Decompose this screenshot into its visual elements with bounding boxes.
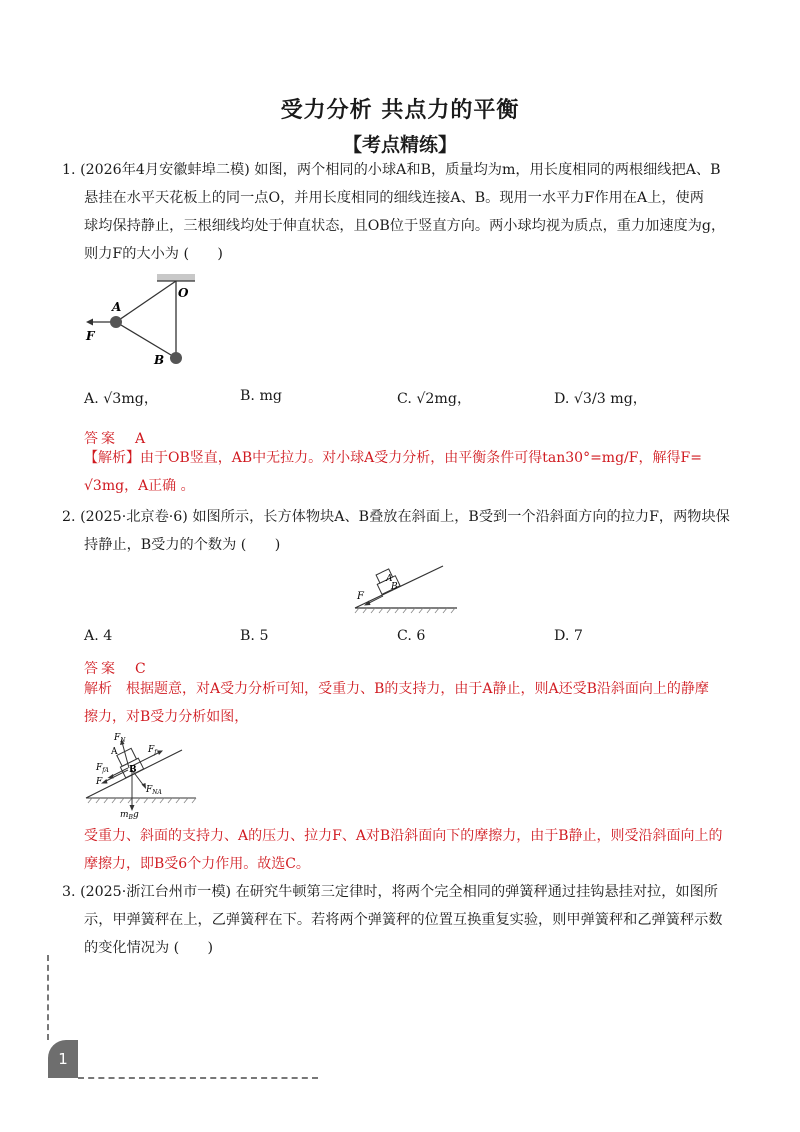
option-b[interactable]: B. 5 bbox=[240, 628, 269, 644]
force-diagram bbox=[82, 728, 202, 820]
option-a[interactable]: A. 4 bbox=[84, 628, 113, 644]
question-1-analysis bbox=[84, 444, 750, 500]
analysis-line-1: 【解析】由于OB竖直，AB中无拉力。对小球A受力分析，由平衡条件可得tan30°=mg/F，解得F= bbox=[84, 450, 702, 466]
conclusion-line-2: 摩擦力，即B受6个力作用。故选C。 bbox=[84, 856, 310, 872]
question-1-options bbox=[84, 388, 744, 418]
question-1-line-1: (2026年4月安徽蚌埠二模) 如图，两个相同的小球A和B，质量均为m，用长度相同的两根细线把A、B bbox=[80, 162, 721, 178]
label-fa: $F_{fA}$ bbox=[96, 763, 109, 774]
footer-dashed-line bbox=[78, 1077, 318, 1079]
analysis-line-2: 擦力，对B受力分析如图， bbox=[84, 709, 249, 725]
page-number: 1 bbox=[48, 1040, 78, 1078]
margin-dashed-line bbox=[47, 955, 49, 1040]
analysis-line-1: 解析 根据题意，对A受力分析可知，受重力、B的支持力，由于A静止，则A还受B沿斜面向上的静摩 bbox=[84, 681, 709, 697]
label-fn: $F_N$ bbox=[114, 733, 126, 744]
label-o: O bbox=[178, 286, 189, 300]
question-3-line-1: (2025·浙江台州市一模) 在研究牛顿第三定律时，将两个完全相同的弹簧秤通过挂钩悬挂对拉，如图所 bbox=[80, 884, 718, 900]
string-ab bbox=[116, 322, 176, 358]
question-3-line-3: 的变化情况为 ( ) bbox=[84, 940, 214, 956]
string-oa bbox=[116, 281, 176, 322]
question-1-line-3: 球均保持静止，三根细线均处于伸直状态，且OB位于竖直方向。两小球均视为质点，重力加速度为g， bbox=[84, 218, 726, 234]
ball-b bbox=[170, 352, 182, 364]
label-f: F bbox=[357, 591, 364, 602]
option-d[interactable]: D. √3/3 mg， bbox=[554, 391, 647, 407]
analysis-line-2: √3mg，A正确 。 bbox=[84, 478, 195, 494]
question-1-answer: 答案 A bbox=[84, 431, 149, 447]
question-2-conclusion bbox=[84, 822, 750, 878]
label-a: A bbox=[386, 574, 393, 584]
label-b: B bbox=[129, 765, 137, 775]
label-b: B bbox=[391, 582, 398, 592]
option-a[interactable]: A. √3mg， bbox=[84, 391, 159, 407]
question-2-line-2: 持静止，B受力的个数为 ( ) bbox=[84, 537, 281, 553]
option-c[interactable]: C. √2mg， bbox=[397, 391, 472, 407]
question-2-options bbox=[84, 628, 744, 658]
label-a: A bbox=[112, 300, 122, 314]
question-number: 2. bbox=[62, 509, 76, 525]
question-1 bbox=[62, 156, 742, 268]
label-f: F bbox=[96, 777, 103, 787]
label-ff: $F_f$ bbox=[148, 745, 157, 756]
question-3-line-2: 示，甲弹簧秤在上，乙弹簧秤在下。若将两个弹簧秤的位置互换重复实验，则甲弹簧秤和乙弹簧秤示数 bbox=[84, 912, 723, 928]
question-2-line-1: (2025·北京卷·6) 如图所示，长方体物块A、B叠放在斜面上，B受到一个沿斜面方向的拉力F，两物块保 bbox=[80, 509, 730, 525]
question-3 bbox=[62, 878, 742, 962]
question-number: 3. bbox=[62, 884, 76, 900]
label-fna: $F_{NA}$ bbox=[146, 785, 162, 796]
ceiling bbox=[157, 274, 195, 281]
question-1-line-2: 悬挂在水平天花板上的同一点O，并用长度相同的细线连接A、B。现用一水平力F作用在A上，使两 bbox=[84, 190, 704, 206]
question-2 bbox=[62, 503, 742, 559]
option-b[interactable]: B. mg bbox=[240, 388, 282, 404]
question-number: 1. bbox=[62, 162, 76, 178]
page-title: 受力分析 共点力的平衡 bbox=[280, 98, 520, 123]
conclusion-line-1: 受重力、斜面的支持力、A的压力、拉力F、A对B沿斜面向下的摩擦力，由于B静止，则受沿斜面向上的 bbox=[84, 828, 723, 844]
question-1-figure bbox=[80, 270, 210, 370]
question-2-figure bbox=[345, 560, 465, 615]
label-a: A bbox=[111, 747, 118, 757]
label-f: F bbox=[86, 329, 95, 343]
section-subtitle: 【考点精练】 bbox=[342, 134, 457, 156]
label-mg: $m_Bg$ bbox=[120, 810, 139, 820]
ball-a bbox=[110, 316, 122, 328]
question-2-answer: 答案 C bbox=[84, 661, 149, 677]
question-1-line-4: 则力F的大小为 ( ) bbox=[84, 246, 223, 262]
label-b: B bbox=[154, 353, 165, 367]
option-d[interactable]: D. 7 bbox=[554, 628, 583, 644]
option-c[interactable]: C. 6 bbox=[397, 628, 426, 644]
question-2-analysis bbox=[84, 675, 750, 731]
